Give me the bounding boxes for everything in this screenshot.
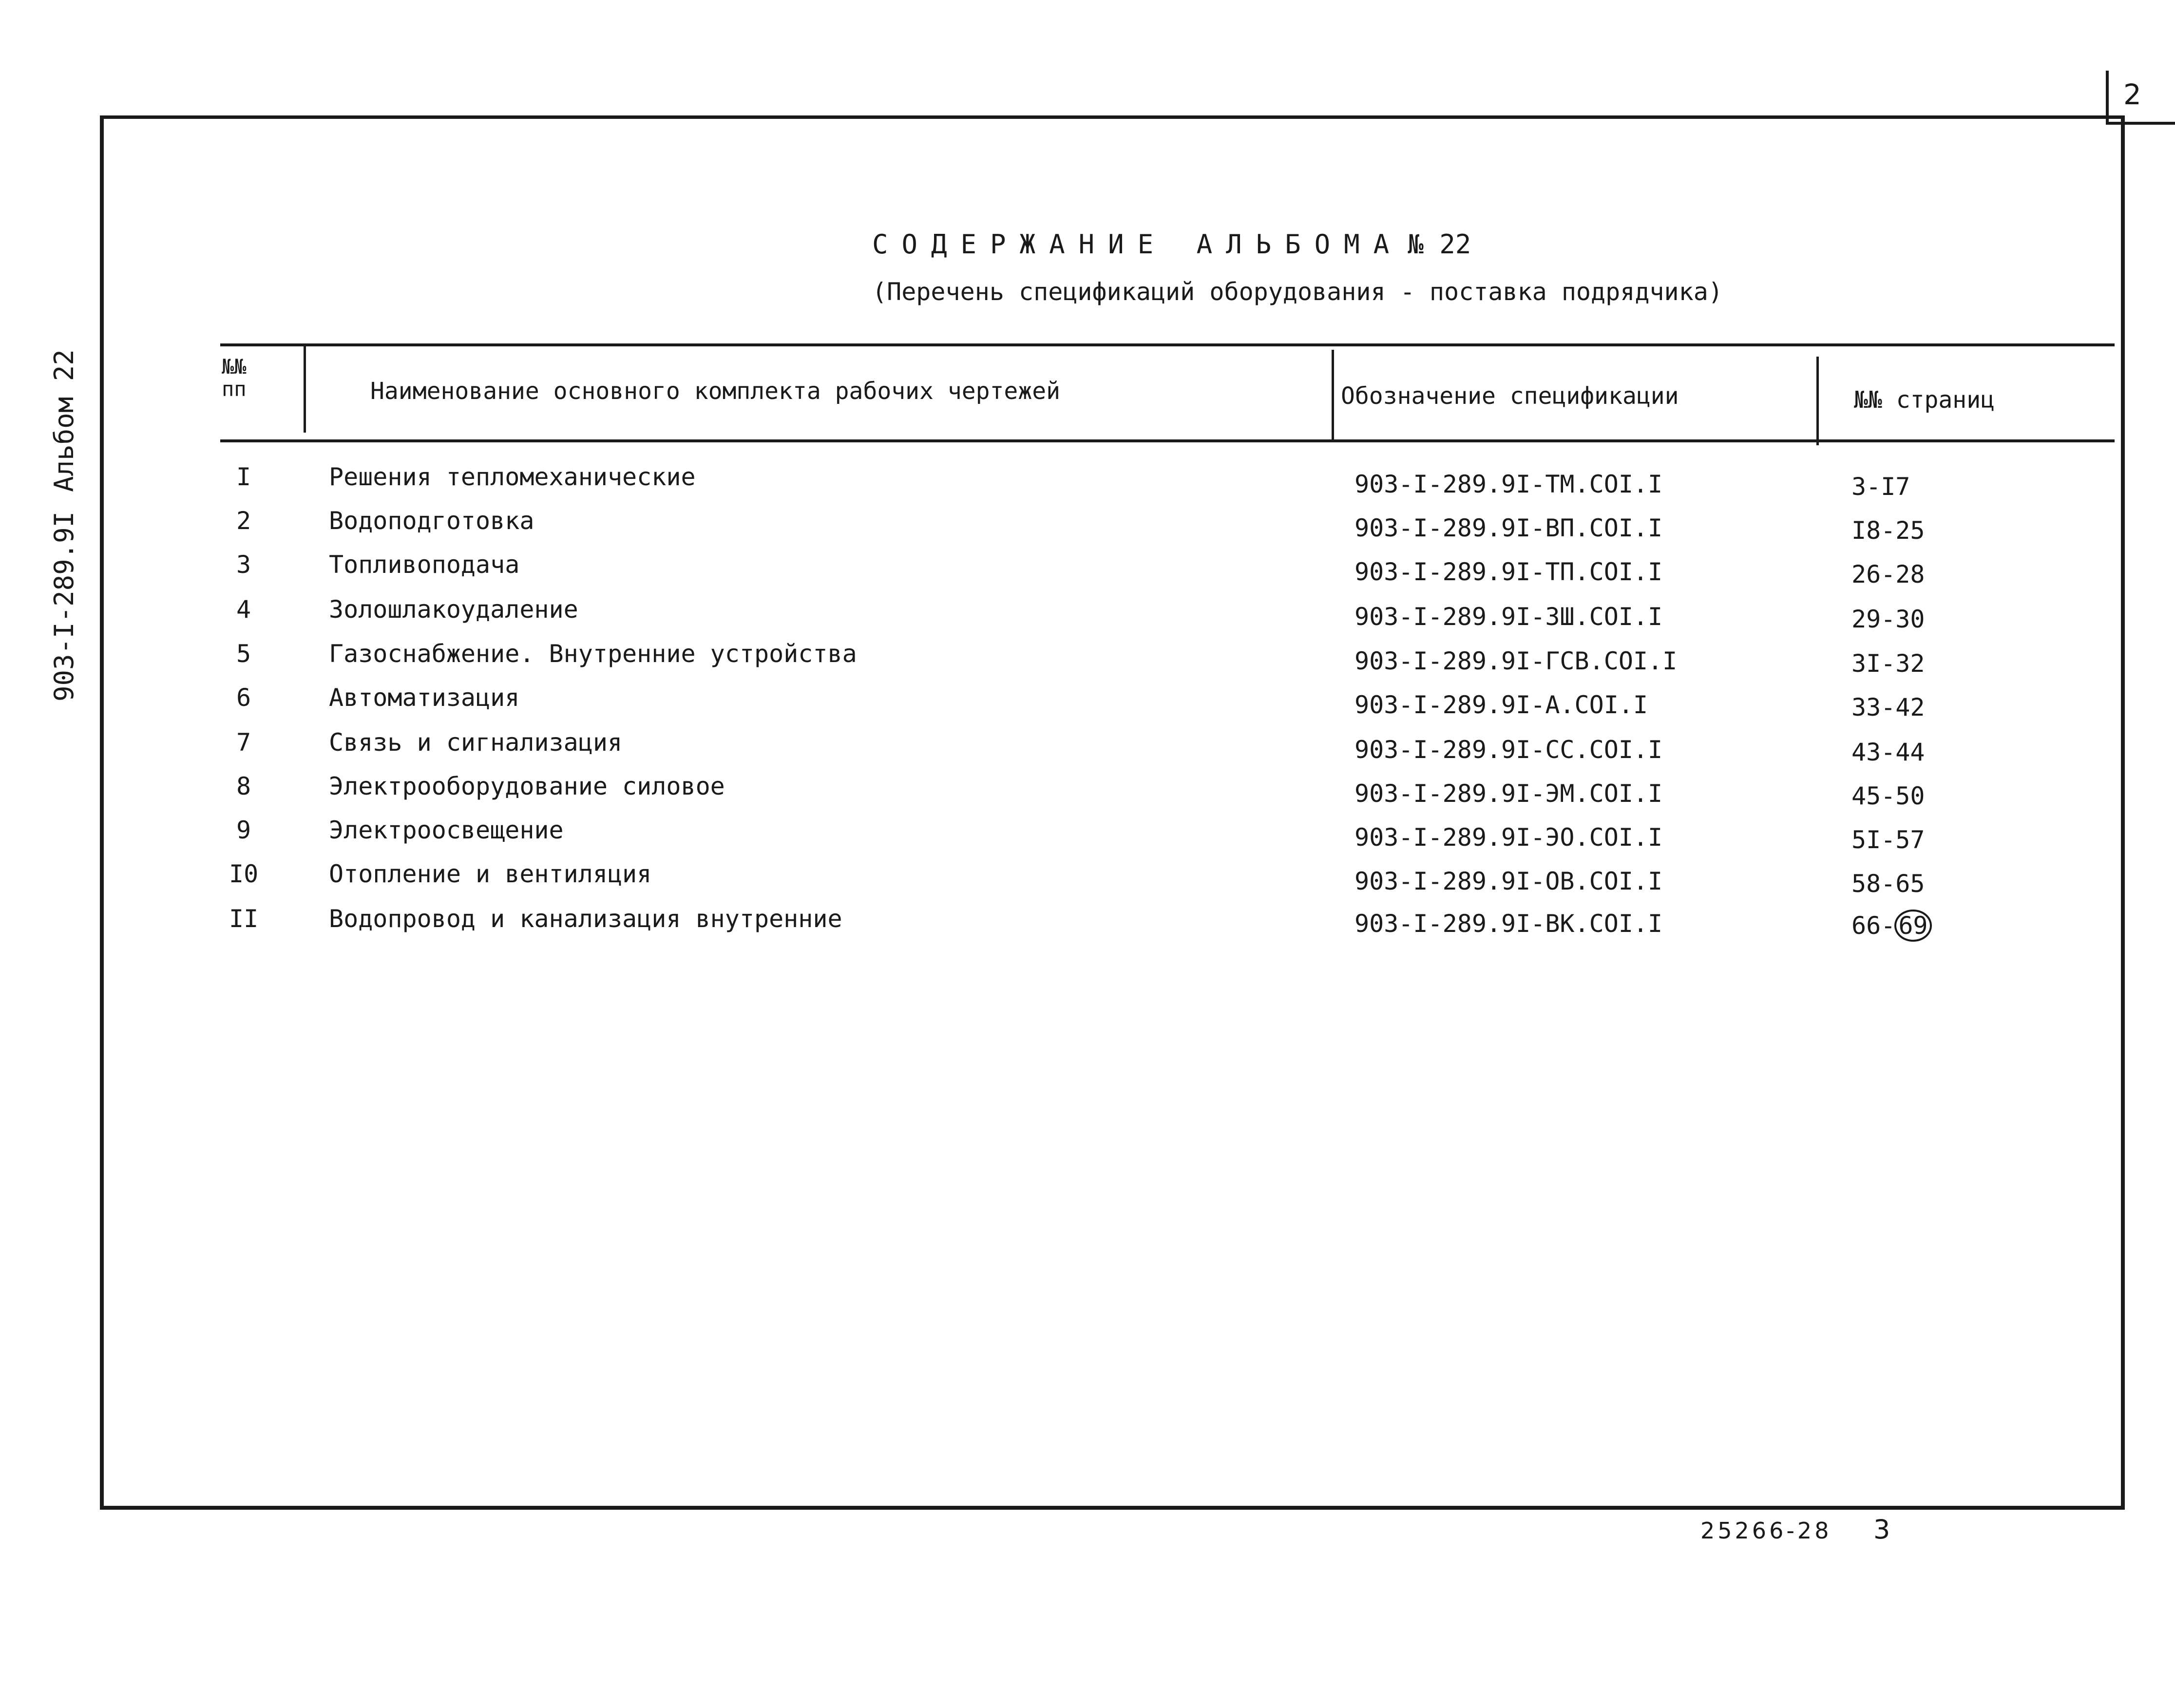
table-row [0, 550, 2175, 594]
row-name: Автоматизация [329, 683, 520, 712]
sheet-number: 2 [2123, 78, 2141, 111]
row-num: 6 [236, 683, 251, 712]
row-code: 903-I-289.9I-ЭМ.СОI.I [1355, 779, 1663, 808]
table-row [0, 595, 2175, 639]
row-code: 903-I-289.9I-ЗШ.СОI.I [1355, 603, 1663, 631]
row-name: Связь и сигнализация [329, 728, 623, 757]
row-code: 903-I-289.9I-ЭО.СОI.I [1355, 823, 1663, 852]
row-name: Отопление и вентиляция [329, 860, 652, 888]
row-code: 903-I-289.9I-ТП.СОI.I [1355, 558, 1663, 586]
page-title-text: СОДЕРЖАНИЕ АЛЬБОМА [872, 229, 1403, 260]
row-code: 903-I-289.9I-ТМ.СОI.I [1355, 470, 1663, 498]
row-pages [1851, 910, 1932, 942]
table-divider-code [1816, 357, 1819, 445]
header-pages: №№ страниц [1854, 386, 1995, 414]
row-pages: 26-28 [1851, 560, 1925, 588]
row-pages-start: 66- [1851, 911, 1896, 940]
table-row [0, 905, 2175, 949]
row-name: Решения тепломеханические [329, 463, 696, 491]
table-row [0, 728, 2175, 772]
row-pages: 45-50 [1851, 782, 1925, 810]
table-row [0, 683, 2175, 727]
row-name: Золошлакоудаление [329, 595, 578, 624]
footer-code: 25266-28 [1700, 1518, 1832, 1544]
header-num [222, 356, 247, 400]
side-label-code: 903-I-289.9I [49, 511, 79, 702]
page-title [872, 229, 1471, 260]
row-pages: 3-I7 [1851, 473, 1910, 501]
side-label-album: Альбом 22 [49, 349, 79, 492]
header-num-line1: №№ [222, 355, 247, 379]
table-row [0, 507, 2175, 550]
table-header-bottom-rule [220, 439, 2115, 442]
row-code: 903-I-289.9I-А.СОI.I [1355, 691, 1648, 719]
table-row [0, 816, 2175, 860]
row-pages: 29-30 [1851, 605, 1925, 633]
row-pages: 58-65 [1851, 870, 1925, 898]
row-pages: 3I-32 [1851, 649, 1925, 678]
page-subtitle: (Перечень спецификаций оборудования - поставка подрядчика) [872, 278, 1723, 306]
table-row [0, 860, 2175, 904]
table-top-rule [220, 343, 2115, 346]
row-name: Газоснабжение. Внутренние устройства [329, 640, 857, 668]
table-divider-name [1332, 350, 1334, 442]
row-num: 3 [236, 550, 251, 579]
table-row [0, 463, 2175, 507]
row-num: 7 [236, 728, 251, 757]
row-name: Водопровод и канализация внутренние [329, 905, 842, 933]
row-num: I0 [229, 860, 259, 888]
table-divider-num [304, 343, 306, 433]
header-code: Обозначение спецификации [1341, 382, 1679, 410]
row-num: 4 [236, 595, 251, 624]
row-pages: 33-42 [1851, 693, 1925, 721]
row-num: 2 [236, 507, 251, 535]
row-code: 903-I-289.9I-ВП.СОI.I [1355, 514, 1663, 542]
footer-page-number: 3 [1873, 1514, 1890, 1545]
row-pages: 5I-57 [1851, 826, 1925, 854]
table-row [0, 772, 2175, 816]
row-num: 5 [236, 640, 251, 668]
row-name: Электроосвещение [329, 816, 564, 844]
row-pages-end-circled: 69 [1894, 910, 1931, 942]
row-pages: I8-25 [1851, 516, 1925, 545]
row-code: 903-I-289.9I-ВК.СОI.I [1355, 910, 1663, 938]
row-code: 903-I-289.9I-СС.СОI.I [1355, 736, 1663, 764]
row-name: Электрооборудование силовое [329, 772, 725, 800]
album-number: № 22 [1408, 229, 1471, 260]
row-name: Топливоподача [329, 550, 520, 579]
header-name: Наименование основного комплекта рабочих чертежей [370, 378, 1061, 405]
header-num-line2: пп [222, 377, 247, 401]
row-code: 903-I-289.9I-ГСВ.СОI.I [1355, 647, 1678, 675]
row-num: II [229, 905, 259, 933]
row-num: I [236, 463, 251, 491]
row-num: 9 [236, 816, 251, 844]
row-name: Водоподготовка [329, 507, 534, 535]
row-code: 903-I-289.9I-ОВ.СОI.I [1355, 867, 1663, 895]
table-row [0, 640, 2175, 683]
row-num: 8 [236, 772, 251, 800]
row-pages: 43-44 [1851, 738, 1925, 766]
